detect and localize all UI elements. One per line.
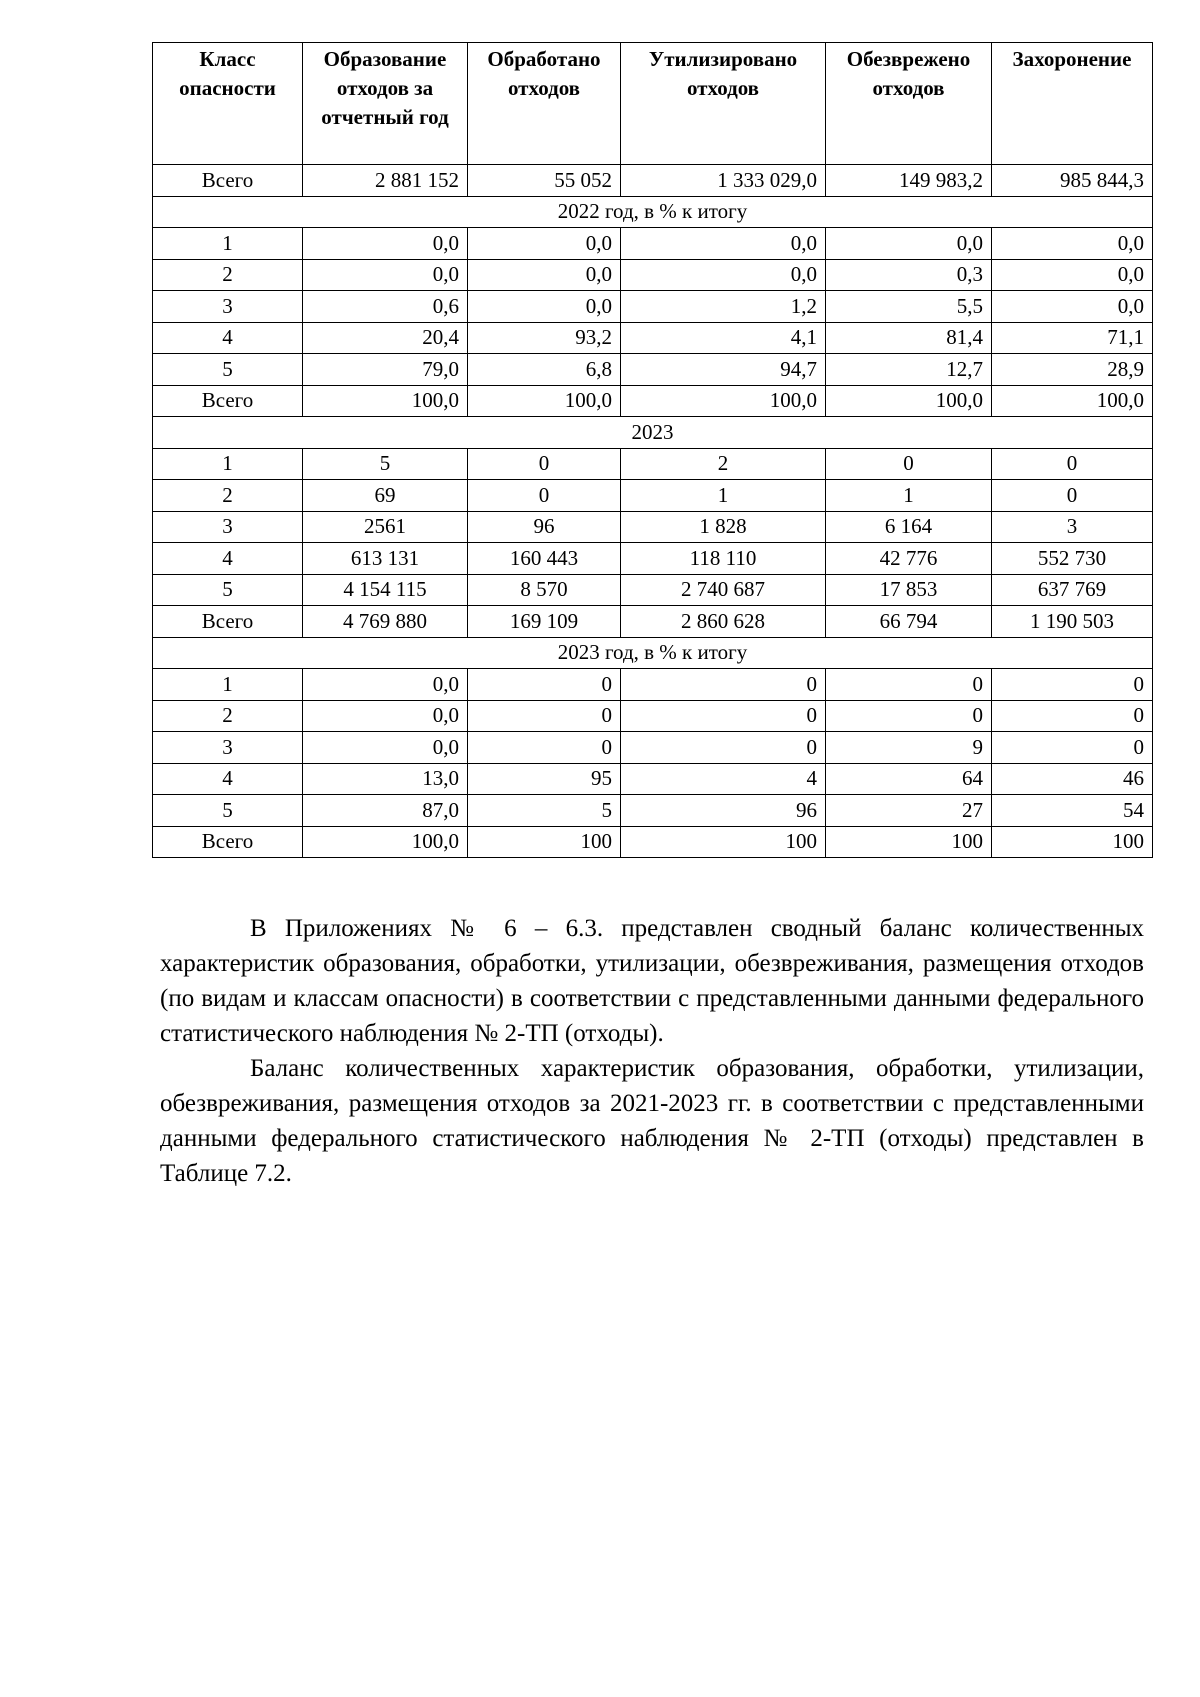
table-cell: 1,2 [621,291,826,323]
table-cell: 20,4 [303,322,468,354]
table-cell: 5,5 [826,291,992,323]
table-cell: 28,9 [992,354,1153,386]
header-row [153,43,1153,165]
table-row [153,543,1153,575]
table-cell: 0 [468,700,621,732]
table-cell: 100,0 [303,385,468,417]
table-cell: 69 [303,480,468,512]
table-cell: 100,0 [992,385,1153,417]
row-label: 1 [153,669,303,701]
table-row [153,448,1153,480]
table-cell: 0,0 [621,228,826,260]
table-cell: 0 [468,448,621,480]
table-cell: 0,0 [992,228,1153,260]
table-cell: 96 [621,795,826,827]
table-cell: 8 570 [468,574,621,606]
table-cell: 0 [621,700,826,732]
table-cell: 0,0 [468,291,621,323]
table-cell: 81,4 [826,322,992,354]
table-row [153,700,1153,732]
table-cell: 0,0 [992,259,1153,291]
table-cell: 96 [468,511,621,543]
table-cell: 13,0 [303,763,468,795]
table-cell: 0 [468,669,621,701]
row-label: 1 [153,228,303,260]
table-cell: 100 [826,826,992,858]
table-cell: 100 [621,826,826,858]
table-row [153,732,1153,764]
table-cell: 64 [826,763,992,795]
table-cell: 0,0 [826,228,992,260]
table-row [153,669,1153,701]
table-cell: 100,0 [303,826,468,858]
table-cell: 0,6 [303,291,468,323]
header-neutralized: Обезврежено отходов [826,43,992,165]
table-cell: 0,0 [621,259,826,291]
table-cell: 5 [468,795,621,827]
header-hazard-class: Класс опасности [153,43,303,165]
table-cell: 1 190 503 [992,606,1153,638]
table-cell: 1 [621,480,826,512]
table-cell: 552 730 [992,543,1153,575]
table-cell: 0,0 [303,259,468,291]
section-title: 2022 год, в % к итогу [153,196,1153,228]
table-cell: 87,0 [303,795,468,827]
table-cell: 0 [992,732,1153,764]
section-header-2022-pct [153,196,1153,228]
section-header-2023-pct [153,637,1153,669]
header-generation: Образование отходов за отчетный год [303,43,468,165]
table-cell: 6 164 [826,511,992,543]
table-cell: 160 443 [468,543,621,575]
table-cell: 4 154 115 [303,574,468,606]
table-cell: 100,0 [826,385,992,417]
table-cell: 46 [992,763,1153,795]
row-label: 5 [153,354,303,386]
table-cell: 0 [826,669,992,701]
table-cell: 0 [468,732,621,764]
table-cell: 985 844,3 [992,165,1153,197]
table-row [153,511,1153,543]
body-text [160,911,1144,1191]
table-header [153,43,1153,165]
table-cell: 149 983,2 [826,165,992,197]
table-cell: 94,7 [621,354,826,386]
row-label: 3 [153,291,303,323]
table-cell: 100,0 [468,385,621,417]
section-title: 2023 год, в % к итогу [153,637,1153,669]
table-row [153,574,1153,606]
table-cell: 0,0 [303,732,468,764]
row-label: 2 [153,259,303,291]
table-cell: 2 860 628 [621,606,826,638]
table-row [153,291,1153,323]
table-cell: 1 828 [621,511,826,543]
table-cell: 0 [992,700,1153,732]
table-row [153,763,1153,795]
row-label: 4 [153,322,303,354]
row-label: Всего [153,826,303,858]
table-cell: 2561 [303,511,468,543]
table-cell: 0 [992,448,1153,480]
table-cell: 0,0 [468,259,621,291]
table-cell: 100 [992,826,1153,858]
row-label: 1 [153,448,303,480]
table-cell: 12,7 [826,354,992,386]
table-row [153,480,1153,512]
row-label: Всего [153,385,303,417]
table-row [153,322,1153,354]
table-cell: 2 740 687 [621,574,826,606]
table-cell: 100 [468,826,621,858]
table-cell: 0,0 [303,669,468,701]
table-cell: 0 [826,700,992,732]
table-cell: 0 [992,480,1153,512]
table-cell: 2 881 152 [303,165,468,197]
row-label: Всего [153,165,303,197]
table-row [153,228,1153,260]
table-cell: 118 110 [621,543,826,575]
row-label: 5 [153,574,303,606]
waste-balance-table [152,42,1153,858]
table-cell: 0 [826,448,992,480]
table-cell: 71,1 [992,322,1153,354]
table-cell: 169 109 [468,606,621,638]
table-row [153,259,1153,291]
table-row-total [153,826,1153,858]
table-cell: 0,0 [303,228,468,260]
section-title: 2023 [153,417,1153,449]
table-cell: 66 794 [826,606,992,638]
row-label: 2 [153,480,303,512]
table-row [153,354,1153,386]
row-label: 2 [153,700,303,732]
table-cell: 79,0 [303,354,468,386]
row-label: 4 [153,543,303,575]
table-cell: 54 [992,795,1153,827]
table-cell: 0 [621,669,826,701]
table-cell: 637 769 [992,574,1153,606]
table-cell: 4,1 [621,322,826,354]
table-cell: 0,0 [303,700,468,732]
table-cell: 95 [468,763,621,795]
table-cell: 6,8 [468,354,621,386]
header-utilized: Утилизировано отходов [621,43,826,165]
paragraph-appendix-reference: В Приложениях № 6 – 6.3. представлен сводный баланс количественных характеристик образования, обработки, утилизации, обезвреживания, размещения отходов (по видам и классам опасности) в соответствии с представленными данными федерального статистического наблюдения № 2-ТП (отходы). [160,915,1144,1047]
table-row-total [153,385,1153,417]
paragraph-balance-reference: Баланс количественных характеристик образования, обработки, утилизации, обезвреживания, размещения отходов за 2021-2023 гг. в соответствии с представленными данными федерального статистического наблюдения № 2-ТП (отходы) представлен в Таблице 7.2. [160,1055,1144,1187]
header-burial: Захоронение [992,43,1153,165]
table-cell: 4 [621,763,826,795]
table-row [153,795,1153,827]
table-cell: 0,0 [468,228,621,260]
table-cell: 0 [468,480,621,512]
table-cell: 0 [992,669,1153,701]
table-cell: 9 [826,732,992,764]
row-label: Всего [153,606,303,638]
header-processed: Обработано отходов [468,43,621,165]
table-cell: 613 131 [303,543,468,575]
table-cell: 17 853 [826,574,992,606]
table-cell: 93,2 [468,322,621,354]
table-cell: 0,3 [826,259,992,291]
table-cell: 42 776 [826,543,992,575]
table-cell: 4 769 880 [303,606,468,638]
table-cell: 55 052 [468,165,621,197]
table-cell: 0,0 [992,291,1153,323]
row-label: 3 [153,511,303,543]
row-label: 4 [153,763,303,795]
section-header-2023 [153,417,1153,449]
table-row-total [153,606,1153,638]
table-cell: 1 [826,480,992,512]
table-cell: 2 [621,448,826,480]
table-cell: 27 [826,795,992,827]
table-cell: 5 [303,448,468,480]
table-cell: 1 333 029,0 [621,165,826,197]
table-cell: 100,0 [621,385,826,417]
row-label: 5 [153,795,303,827]
table-row-total [153,165,1153,197]
row-label: 3 [153,732,303,764]
table-cell: 3 [992,511,1153,543]
table-cell: 0 [621,732,826,764]
